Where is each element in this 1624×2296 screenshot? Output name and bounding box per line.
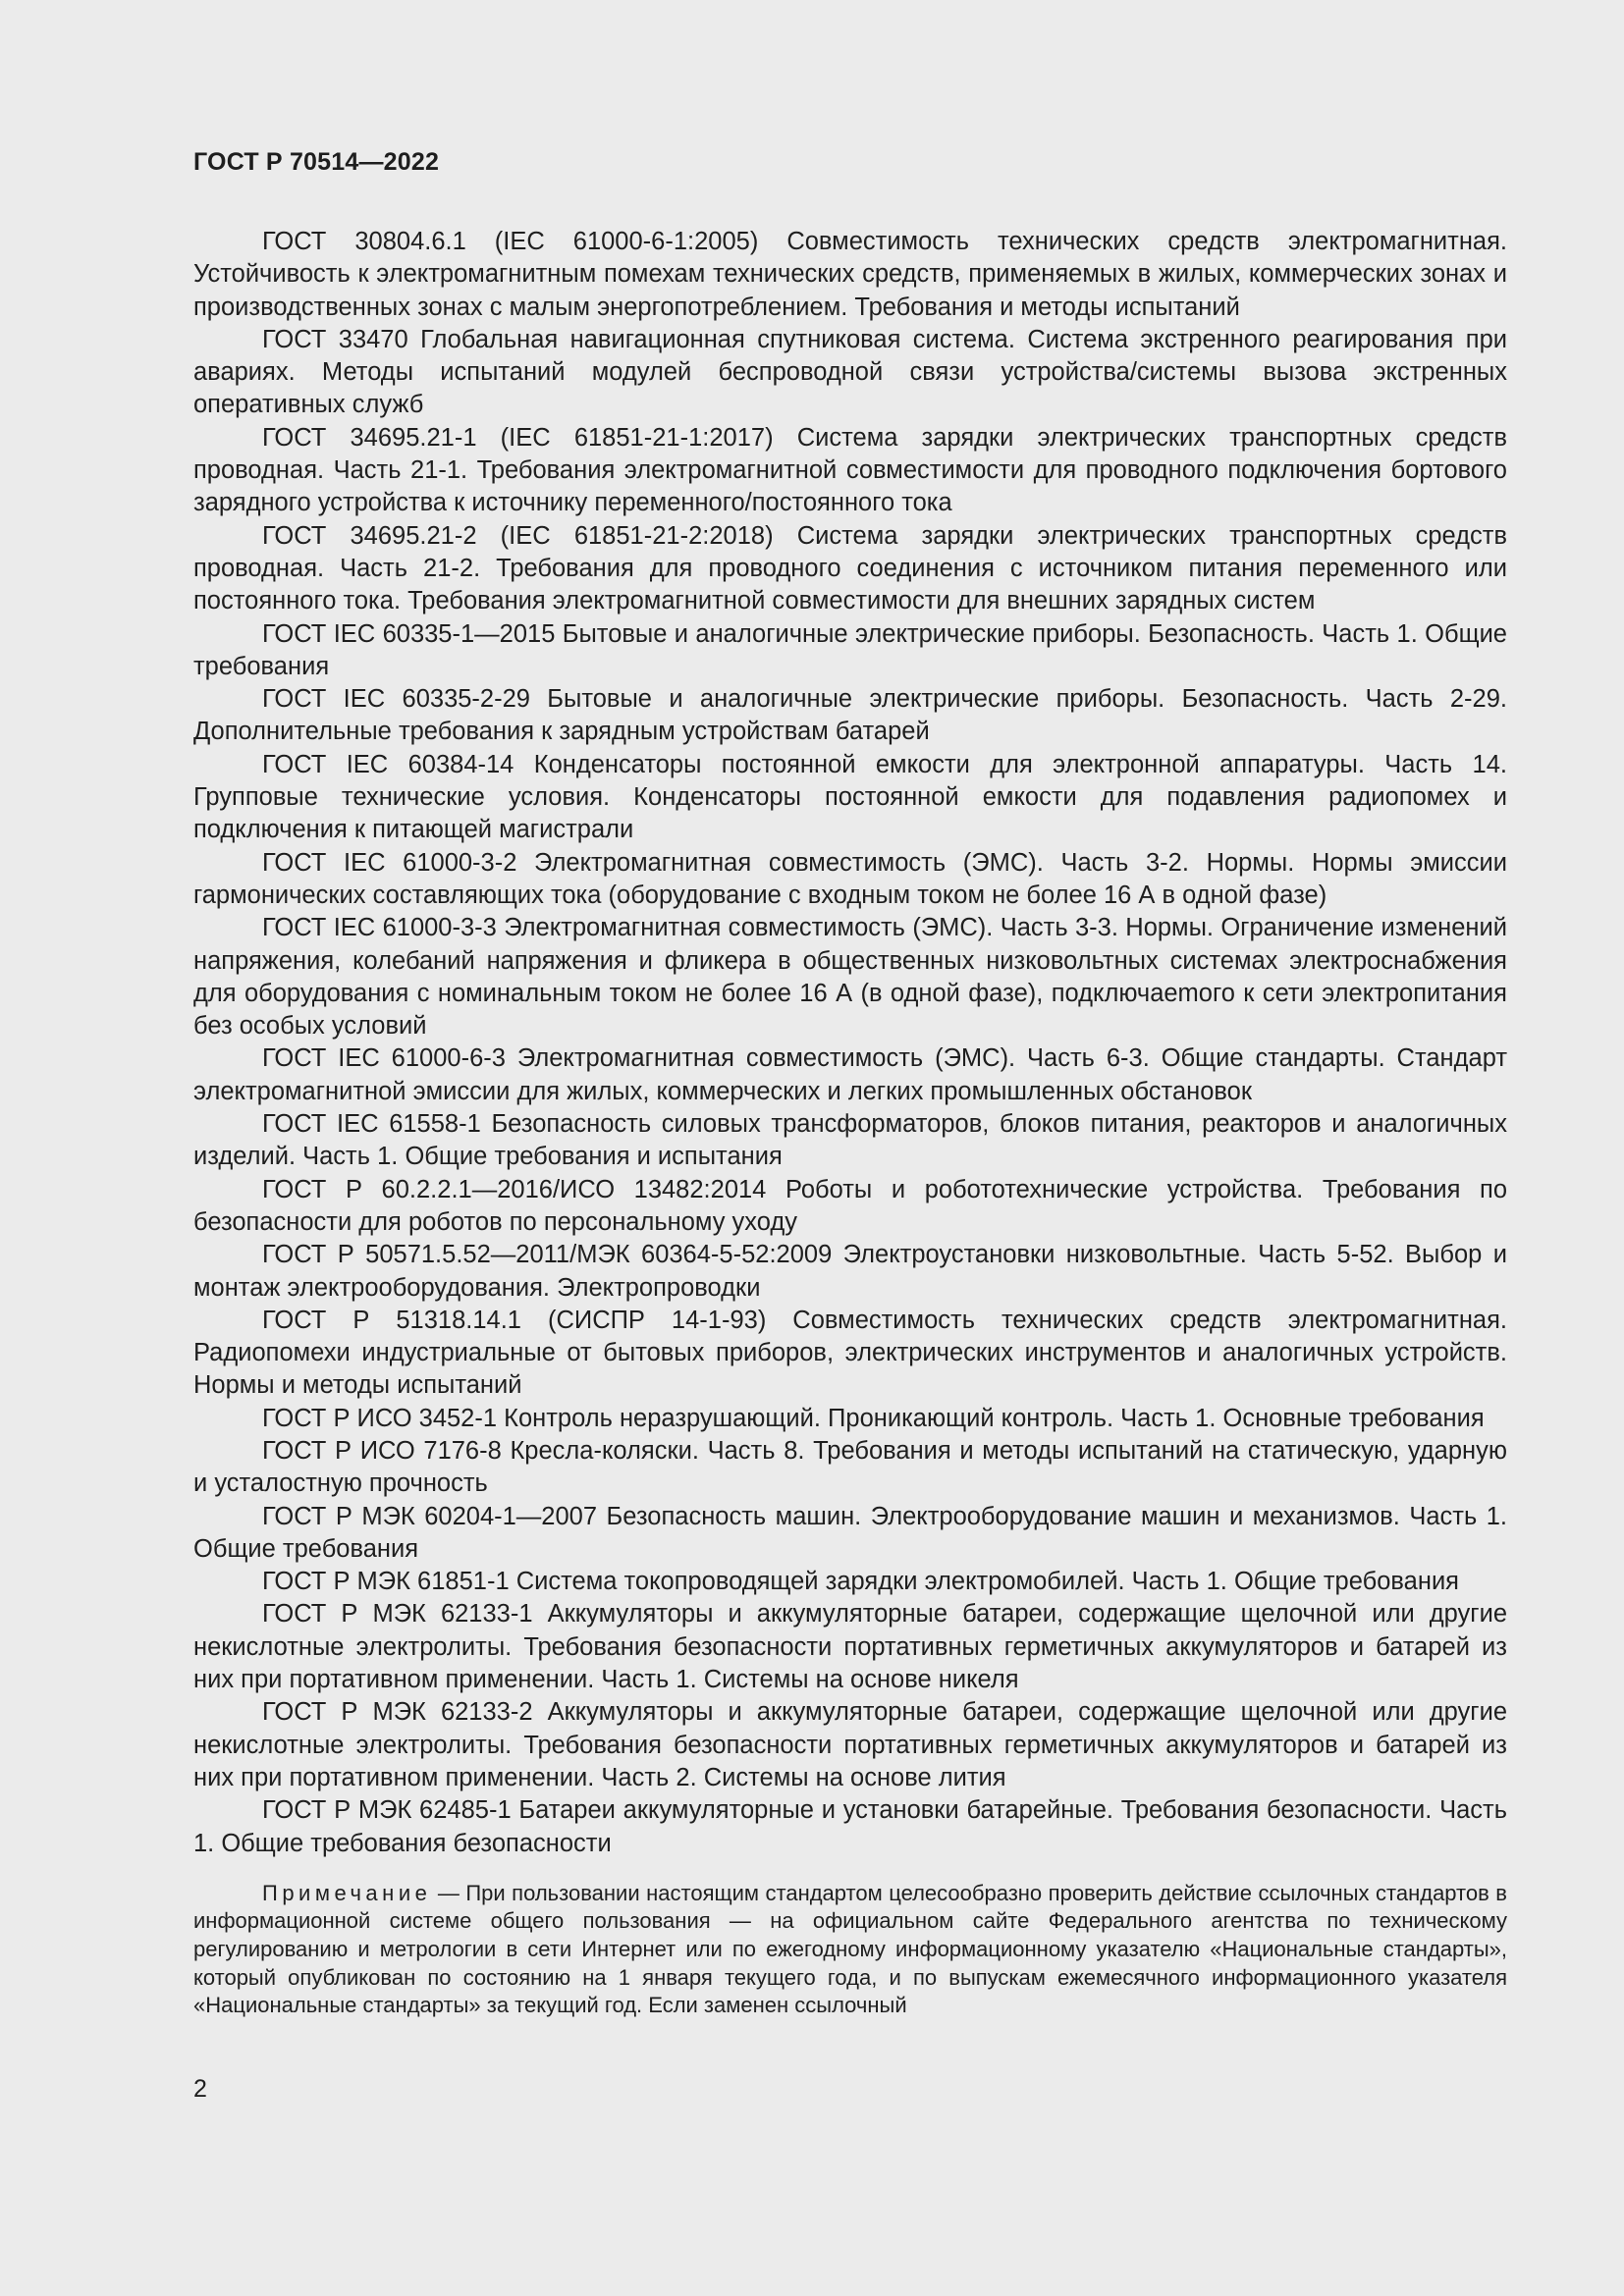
reference-item: ГОСТ IEC 61000-3-3 Электромагнитная совместимость (ЭМС). Часть 3-3. Нормы. Ограничение изменений напряжения, колебаний напряжения и фликера в общественных низковольтных системах электроснабжения для оборудования с номинальным током не более 16 А (в одной фазе), подключаеmого к сети электропитания без особых условий (193, 914, 1507, 1041)
document-content (193, 226, 1507, 2020)
document-header: ГОСТ Р 70514—2022 (193, 148, 440, 176)
reference-item: ГОСТ IEC 60384-14 Конденсаторы постоянной емкости для электронной аппаратуры. Часть 14. Групповые технические условия. Конденсаторы постоянной емкости для подавления радиопомех и подключения к питающей магистрали (193, 750, 1507, 844)
reference-item: ГОСТ Р ИСО 3452-1 Контроль неразрушающий. Проникающий контроль. Часть 1. Основные требования (262, 1404, 1485, 1432)
reference-item: ГОСТ IEC 61558-1 Безопасность силовых трансформаторов, блоков питания, реакторов и аналогичных изделий. Часть 1. Общие требования и испытания (193, 1110, 1507, 1171)
reference-item: ГОСТ 34695.21-2 (IEC 61851-21-2:2018) Система зарядки электрических транспортных средств проводная. Часть 21-2. Требования для проводного соединения с источником питания переменного или постоянного тока. Требования электромагнитной совместимости для внешних зарядных систем (193, 521, 1507, 615)
reference-item: ГОСТ Р МЭК 60204-1—2007 Безопасность машин. Электрооборудование машин и механизмов. Часть 1. Общие требования (193, 1502, 1507, 1563)
reference-item: ГОСТ Р МЭК 62485-1 Батареи аккумуляторные и установки батарейные. Требования безопасности. Часть 1. Общие требования безопасности (193, 1796, 1507, 1857)
reference-item: ГОСТ Р 50571.5.52—2011/МЭК 60364-5-52:2009 Электроустановки низковольтные. Часть 5-52. Выбор и монтаж электрооборудования. Электропроводки (193, 1241, 1507, 1302)
reference-item: ГОСТ Р ИСО 7176-8 Кресла-коляски. Часть 8. Требования и методы испытаний на статическую, ударную и усталостную прочность (193, 1436, 1507, 1498)
reference-item: ГОСТ 30804.6.1 (IEC 61000-6-1:2005) Совместимость технических средств электромагнитная. Устойчивость к электромагнитным помехам технических средств, применяемых в жилых, коммерческих зонах и производственных зонах с малым энергопотреблением. Требования и методы испытаний (193, 228, 1507, 321)
reference-item: ГОСТ 34695.21-1 (IEC 61851-21-1:2017) Система зарядки электрических транспортных средств проводная. Часть 21-1. Требования электромагнитной совместимости для проводного подключения бортового зарядного устройства к источнику переменного/постоянного тока (193, 423, 1507, 517)
note-label: Примечание (262, 1880, 432, 1905)
reference-item: ГОСТ Р МЭК 62133-2 Аккумуляторы и аккумуляторные батареи, содержащие щелочной или другие некислотные электролиты. Требования безопасности портативных герметичных аккумуляторов и батарей из них при портативном применении. Часть 2. Системы на основе лития (193, 1698, 1507, 1791)
page-number: 2 (193, 2075, 207, 2103)
reference-item: ГОСТ 33470 Глобальная навигационная спутниковая система. Система экстренного реагирования при авариях. Методы испытаний модулей беспроводной связи устройства/системы вызова экстренных оперативных служб (193, 325, 1507, 419)
reference-item: ГОСТ Р МЭК 61851-1 Система токопроводящей зарядки электромобилей. Часть 1. Общие требования (262, 1568, 1459, 1596)
note-paragraph (193, 1880, 1507, 2020)
reference-item: ГОСТ IEC 60335-2-29 Бытовые и аналогичные электрические приборы. Безопасность. Часть 2-29. Дополнительные требования к зарядным устройствам батарей (193, 685, 1507, 746)
reference-item: ГОСТ Р 60.2.2.1—2016/ИСО 13482:2014 Роботы и робототехнические устройства. Требования по безопасности для роботов по персональному уходу (193, 1175, 1507, 1236)
note-text: — При пользовании настоящим стандартом целесообразно проверить действие ссылочных стандартов в информационной системе общего пользования — на официальном сайте Федерального агентства по техническому регулированию и метрологии в сети Интернет или по ежегодному информационному указателю «Национальные стандарты», который опубликован по состоянию на 1 января текущего года, и по выпускам ежемесячного информационного указателя «Национальные стандарты» за текущий год. Если заменен ссылочный (193, 1880, 1507, 2018)
reference-item: ГОСТ Р МЭК 62133-1 Аккумуляторы и аккумуляторные батареи, содержащие щелочной или другие некислотные электролиты. Требования безопасности портативных герметичных аккумуляторов и батарей из них при портативном применении. Часть 1. Системы на основе никеля (193, 1600, 1507, 1694)
reference-item: ГОСТ IEC 61000-3-2 Электромагнитная совместимость (ЭМС). Часть 3-2. Нормы. Нормы эмиссии гармонических составляющих тока (оборудование с входным током не более 16 А в одной фазе) (193, 848, 1507, 909)
reference-item: ГОСТ Р 51318.14.1 (СИСПР 14-1-93) Совместимость технических средств электромагнитная. Радиопомехи индустриальные от бытовых приборов, электрических инструментов и аналогичных устройств. Нормы и методы испытаний (193, 1306, 1507, 1400)
reference-item: ГОСТ IEC 61000-6-3 Электромагнитная совместимость (ЭМС). Часть 6-3. Общие стандарты. Стандарт электромагнитной эмиссии для жилых, коммерческих и легких промышленных обстановок (193, 1044, 1507, 1105)
reference-item: ГОСТ IEC 60335-1—2015 Бытовые и аналогичные электрические приборы. Безопасность. Часть 1. Общие требования (193, 619, 1507, 680)
